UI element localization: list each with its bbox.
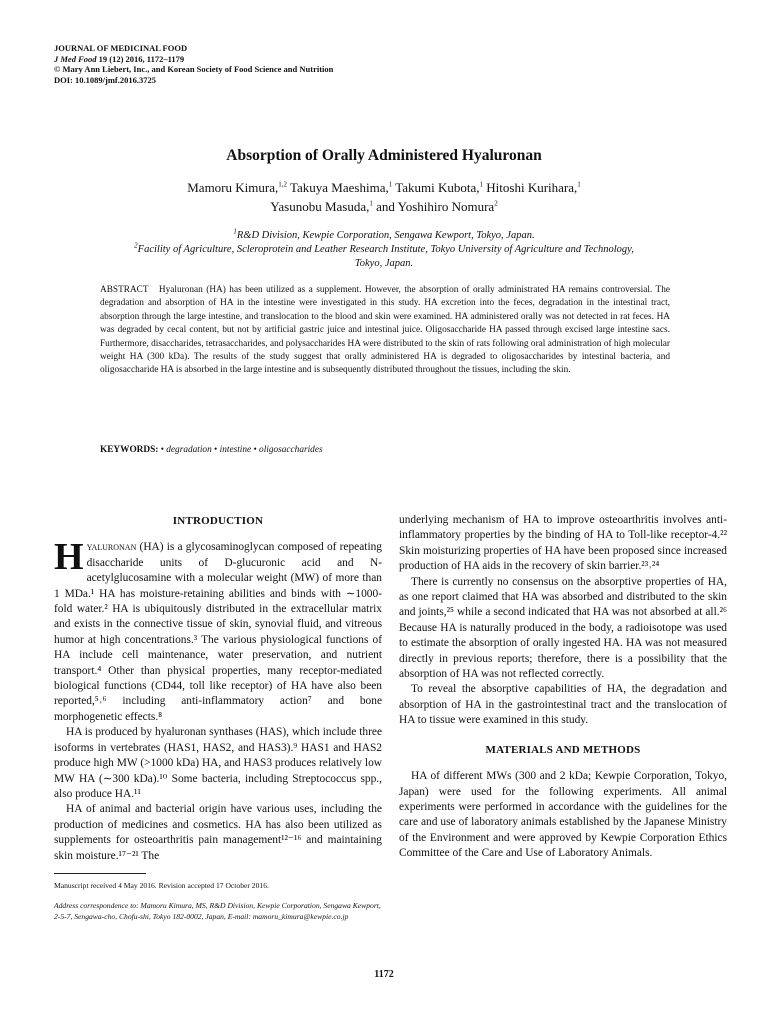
article-title: Absorption of Orally Administered Hyaluronan bbox=[226, 147, 542, 164]
keyword: degradation bbox=[166, 445, 212, 455]
affiliation-1: $^1$R&D Division, Kewpie Corporation, Sengawa Kewport, Tokyo, Japan. bbox=[233, 227, 535, 241]
correspondence-note: Address correspondence to: Mamoru Kimura, MS, R&D Division, Kewpie Corporation, Sengawa Kewport, 2-5-7, Sengawa-cho, Chofu-shi, Tokyo 182-0002, Japan, E-mail: mamoru_kimura@kewpie.co.jp bbox=[54, 901, 381, 921]
copyright-line: © Mary Ann Liebert, Inc., and Korean Society of Food Science and Nutrition bbox=[54, 64, 334, 74]
affiliations bbox=[120, 229, 648, 271]
body-paragraph: HA of different MWs (300 and 2 kDa; Kewpie Corporation, Tokyo, Japan) were used for the following experiments. All animal experiments were performed in accordance with the guidelines for the care and use of laboratory animals established by the Japanese Ministry of the Environment and were approved by Kewpie Corporation Ethics Committee of the Care and Use of Laboratory Animals. bbox=[399, 770, 727, 860]
author: Takuya Maeshima,$^1$ bbox=[289, 180, 393, 195]
intro-paragraph: Hyaluronan (HA) is a glycosaminoglycan composed of repeating disaccharide units of D-glucuronic acid and N-acetylglucosamine with a molecular weight (MW) of more than 1 MDa.¹ HA has moisture-retaining abilities and binds with ∼1000-fold water.² HA is ubiquitously distributed in the extracellular matrix and exists in the connective tissue of skin, synovial fluid, and vitreous humor at high concentrations.³ The various physiological functions of HA include cell maintenance, water preservation, and nutrient transport.⁴ Other than physical properties, many receptor-mediated biological functions (CD44, toll like receptor) of HA have also been reported,⁵˒⁶ including anti-inflammatory action⁷ and bone morphogenetic effects.⁸ bbox=[54, 536, 382, 723]
affiliation-2: $^2$Facility of Agriculture, Scleroprotein and Leather Research Institute, Tokyo University of Agriculture and Technology, Tokyo, Japan. bbox=[134, 241, 634, 269]
author: and Yoshihiro Nomura$^2$ bbox=[376, 199, 498, 214]
footnote-rule bbox=[54, 873, 146, 874]
journal-name: JOURNAL OF MEDICINAL FOOD bbox=[54, 43, 188, 53]
journal-header bbox=[54, 43, 333, 85]
methods-heading: MATERIALS AND METHODS bbox=[485, 743, 641, 756]
author: Yasunobu Masuda,$^1$ bbox=[270, 199, 373, 214]
keywords: KEYWORDS: • degradation • intestine • oligosaccharides bbox=[100, 445, 323, 455]
author: Mamoru Kimura,$^{1,2}$ bbox=[187, 180, 287, 195]
body-paragraph: There is currently no consensus on the absorptive properties of HA, as one report claimed that HA was absorbed and distributed to the skin and joints,²⁵ while a second indicated that HA was not absorbed at all.²⁶ Because HA is naturally produced in the body, a radioisotope was used to estimate the absorption of orally ingested HA. HA was not measured directly in previous reports; therefore, there is a possibility that the absorption of HA was not reflected correctly. bbox=[399, 575, 727, 681]
doi-line: DOI: 10.1089/jmf.2016.3725 bbox=[54, 74, 156, 85]
introduction-heading: INTRODUCTION bbox=[172, 515, 264, 527]
body-paragraph: To reveal the absorptive capabilities of HA, the degradation and absorption of HA in the gastrointestinal tract and the translocation of HA to tissue were examined in this study. bbox=[399, 683, 727, 727]
author-list bbox=[100, 178, 668, 216]
journal-citation: J Med Food 19 (12) 2016, 1172–1179 bbox=[54, 53, 185, 64]
abstract-text: Hyaluronan (HA) has been utilized as a supplement. However, the absorption of orally administrated HA remains controversial. The degradation and absorption of HA in the intestine were investigated in this study. HA excretion into the feces, degradation in the intestinal tract, absorption through the large intestine, and translocation to the blood and skin were examined. HA administered orally was not detected in rat feces. HA was degraded by cecal content, but not by artificial gastric juice and intestinal juice. Oligosaccharide HA passed through excised large intestine sacs. Furthermore, disaccharides, tetrasaccharides, and polysaccharides HA were distributed to the skin of rats following oral administration of high molecular weight HA (300 kDa). The results of the study suggest that orally administered HA is degraded to oligosaccharides by intestinal bacteria, and oligosaccharide HA is absorbed in the large intestine and is subsequently distributed throughout the tissues, including the skin. bbox=[100, 285, 670, 376]
page-number: 1172 bbox=[374, 969, 394, 980]
body-paragraph: underlying mechanism of HA to improve osteoarthritis involves anti-inflammatory properties by the binding of HA to Toll-like receptor-4.²² Skin moisturizing properties of HA have been proposed since increased production of HA aids in the recovery of skin barrier.²³˒²⁴ bbox=[399, 514, 727, 573]
keyword: intestine bbox=[219, 445, 252, 455]
left-column bbox=[54, 514, 382, 864]
abstract bbox=[100, 284, 670, 378]
intro-paragraph: HA is produced by hyaluronan synthases (HAS), which include three isoforms in vertebrates (HAS1, HAS2, and HAS3).⁹ HAS1 and HAS2 produce high MW (>1000 kDa) HA, and HAS3 produces relatively low MW HA (∼300 kDa).¹⁰ Some bacteria, including Streptococcus spp., also produce HA.¹¹ bbox=[54, 726, 382, 800]
intro-paragraph: HA of animal and bacterial origin have various uses, including the production of medicines and cosmetics. HA has also been utilized as supplements for osteoarthritis pain management¹²⁻¹⁶ and maintaining skin moisture.¹⁷⁻²¹ The bbox=[54, 803, 382, 862]
author: Takumi Kubota,$^1$ bbox=[395, 180, 484, 195]
keywords-label: KEYWORDS: bbox=[100, 445, 159, 455]
keyword: oligosaccharides bbox=[259, 445, 323, 455]
author: Hitoshi Kurihara,$^1$ bbox=[486, 180, 581, 195]
manuscript-dates: Manuscript received 4 May 2016. Revision accepted 17 October 2016. bbox=[54, 881, 269, 890]
abstract-label: ABSTRACT bbox=[100, 285, 149, 295]
drop-cap: H bbox=[54, 536, 84, 579]
right-column bbox=[399, 513, 727, 862]
